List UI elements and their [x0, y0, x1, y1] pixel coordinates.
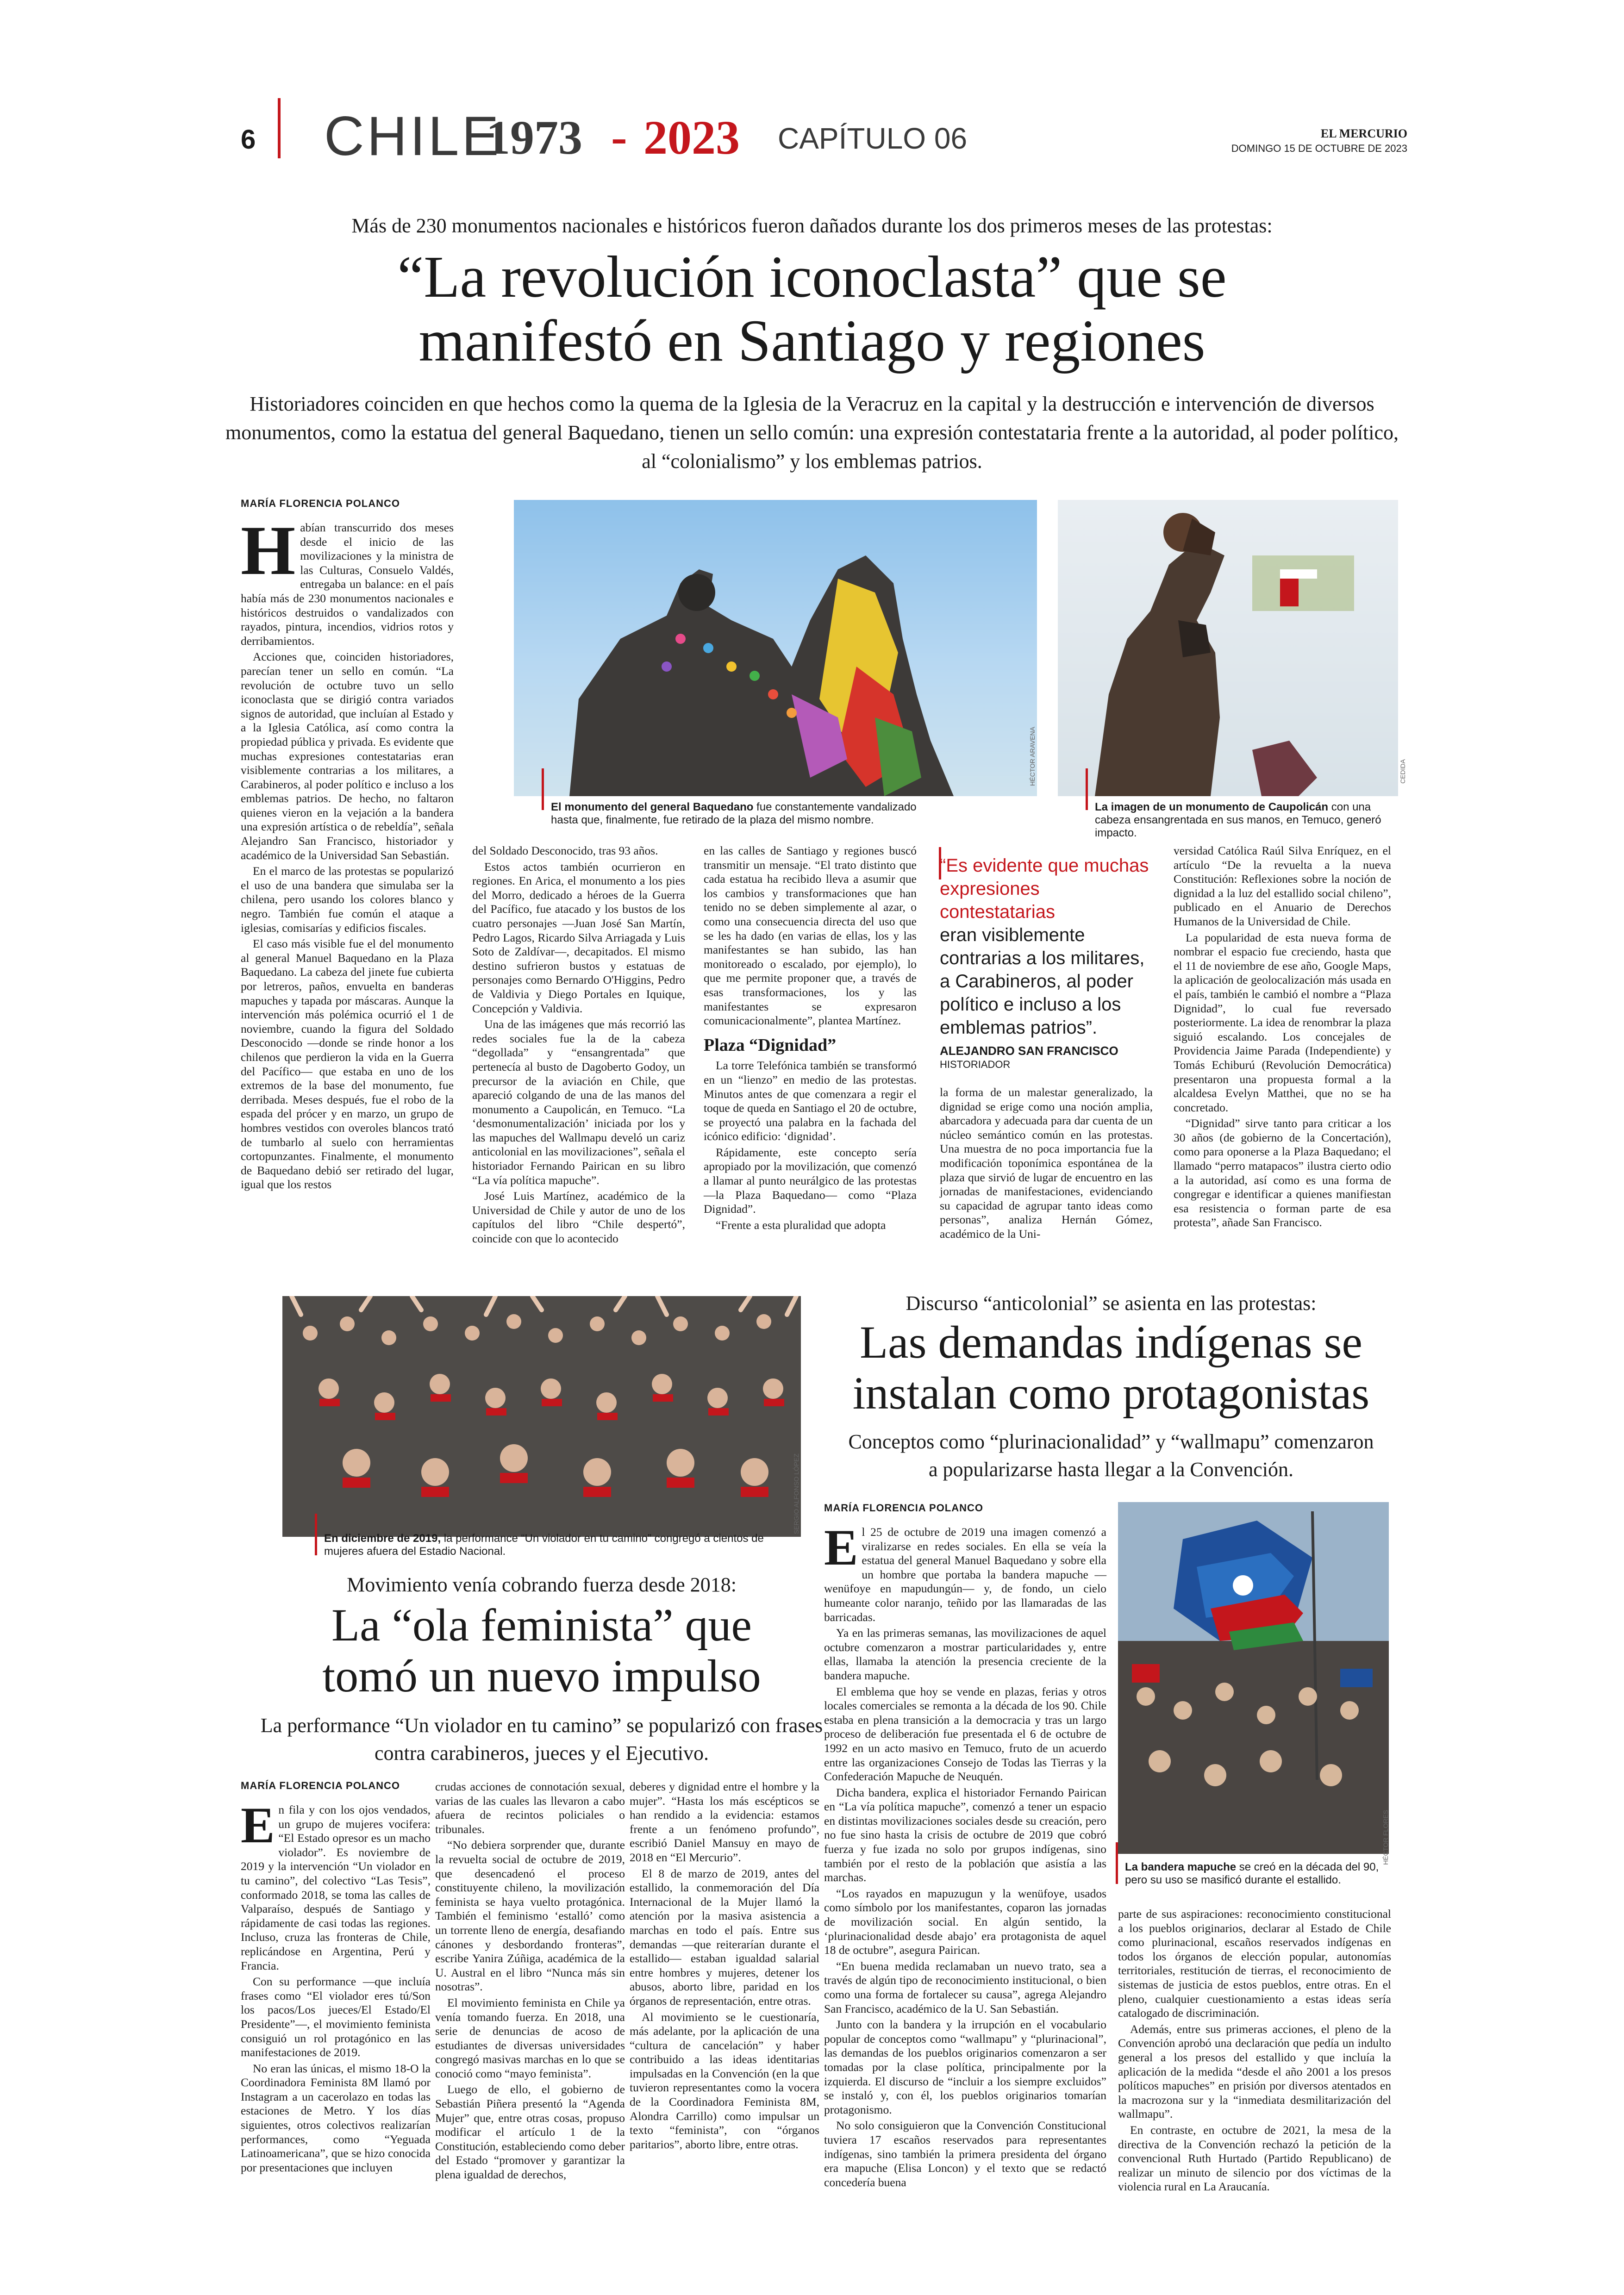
feminism-byline: MARÍA FLORENCIA POLANCO — [241, 1780, 400, 1791]
photo2-credit: CEDIDA — [1399, 759, 1406, 784]
feminism-drop-cap: E — [241, 1797, 275, 1853]
pull-quote-red: “Es evidente que muchas expresiones contestatarias — [940, 855, 1149, 922]
indigenous-headline-line1: Las demandas indígenas se — [860, 1316, 1362, 1368]
page-number: 6 — [241, 125, 256, 155]
indigenous-headline-line2: instalan como protagonistas — [852, 1367, 1370, 1419]
photo1-caption: El monumento del general Baquedano fue constantemente vandalizado hasta que, finalmente, fue retirado de la plaza del mismo nombre. — [551, 801, 917, 826]
indigenous-byline: MARÍA FLORENCIA POLANCO — [824, 1502, 984, 1514]
publication-date: DOMINGO 15 DE OCTUBRE DE 2023 — [1231, 143, 1407, 154]
feminism-crowd-photo — [282, 1296, 801, 1537]
year-end: 2023 — [643, 111, 740, 164]
main-column-4: la forma de un malestar generalizado, la dignidad se erige como una noción amplia, abarcadora y adecuada para dar cuenta de un núcleo semántico común en las protestas. Una muestra de no poca importancia fue la modificación toponímica espontánea de la plaza que sirvió de lugar de encuentro en las jornadas de manifestaciones, evidenciando su capacidad de agrupar tanto ideas como personas”, analiza Hernán Gómez, académico de la Uni- — [940, 1085, 1153, 1241]
drop-cap: H — [241, 511, 296, 589]
mapuche-photo-caption: La bandera mapuche se creó en la década del 90, pero su uso se masificó durante el estallido. — [1125, 1861, 1379, 1886]
section-title: CHILE — [324, 105, 502, 167]
main-column-2: del Soldado Desconocido, tras 93 años. Estos actos también ocurrieron en regiones. En Arica, el monumento a los pies del Morro, dedicado a héroes de la Guerra del Pacífico, fue atacado y los bustos de los cuatro personajes —Juan José San Martín, Pedro Lagos, Ricardo Silva Arriagada y Luis Soto de Zaldívar—, decapitados. El mismo destino sufrieron bustos y estatuas de personajes como Bernardo O'Higgins, Pedro de Valdivia y Diego Portales en Iquique, Concepción y Valdivia. Una de las imágenes que más recorrió las redes sociales fue la de la cabeza “degollada” y “ensangrentada” que pertenecía al busto de Dagoberto Godoy, un precursor de la aviación en Chile, que apareció colgando de una de las manos del monumento a Caupolicán, en Temuco. “La ‘desmonumentalización’ iniciada por los y las mapuches del Wallmapu develó un cariz anticolonial en las movilizaciones”, señala el historiador Fernando Pairican en su libro “La vía política mapuche”. José Luis Martínez, académico de la Universidad de Chile y autor de uno de los capítulos del libro “Chile despertó”, coincide con que lo acontecido — [472, 844, 685, 1246]
photo1-caption-rule — [542, 768, 544, 810]
feminism-photo-caption: En diciembre de 2019, la performance “Un violador en tu camino” congregó a cientos de mujeres afuera del Estadio Nacional. — [324, 1532, 764, 1558]
baquedano-photo — [514, 500, 1037, 796]
main-headline-line1: “La revolución iconoclasta” que se — [397, 244, 1227, 310]
newspaper-name: EL MERCURIO — [1320, 127, 1407, 140]
feminism-caption-rule — [315, 1514, 317, 1555]
pull-quote-author: ALEJANDRO SAN FRANCISCO — [940, 1044, 1118, 1058]
main-column-1: Habían transcurrido dos meses desde el inicio de las movilizaciones y la ministra de las Culturas, Consuelo Valdés, entregaba un balance: en el país había más de 230 monumentos nacionales e históricos destruidos o vandalizados con rayados, pintura, incendios, vidrios rotos y derribamientos. Acciones que, coinciden historiadores, parecían tener un sello en común. “La revolución de octubre tuvo un sello iconoclasta que se dirigió contra variados signos de autoridad, que incluían al Estado y a la Iglesia Católica, así como contra la propiedad pública y privada. Es evidente que muchas expresiones contestatarias eran visiblemente contrarias a los militares, a Carabineros, al poder político e incluso a los emblemas patrios. De hecho, no faltaron quienes vieron en la vejación a la bandera una expresión artística o de rebeldía”, señala Alejandro San Francisco, historiador y académico de la Universidad San Sebastián. En el marco de las protestas se popularizó el uso de una bandera que simulaba ser la chilena, pero usando los colores blanco y negro. También fue común el ataque a iglesias, comisarías y edificios fiscales. El caso más visible fue el del monumento al general Manuel Baquedano en la Plaza Baquedano. La cabeza del jinete fue cubierta por letreros, paños, envuelta en banderas mapuches y tapada por máscaras. Aunque la intervención más polémica ocurrió el 1 de noviembre, cuando la figura del Soldado Desconocido —donde se rinde honor a los chilenos que perdieron la vida en la Guerra del Pacífico— que estaba en uno de los extremos de la base del monumento, fue derribada. Meses después, fue el robo de la espada del prócer y en marzo, un grupo de hombres vestidos con overoles blancos trató de tumbarlo al suelo con herramientas cortopunzantes. Finalmente, el monumento de Baquedano debió ser retirado del lugar, igual que los restos — [241, 511, 454, 1191]
feminism-kicker: Movimiento venía cobrando fuerza desde 2018: — [347, 1573, 737, 1596]
mapuche-flag-illustration — [1118, 1502, 1389, 1854]
main-kicker: Más de 230 monumentos nacionales e históricos fueron dañados durante los dos primeros meses de las protestas: — [351, 214, 1273, 237]
photo2-caption: La imagen de un monumento de Caupolicán con una cabeza ensangrentada en sus manos, en Temuco, generó impacto. — [1095, 801, 1381, 839]
feminism-headline-line2: tomó un nuevo impulso — [322, 1650, 761, 1702]
indigenous-column-2: parte de sus aspiraciones: reconocimiento constitucional a los pueblos originarios, declarar al Estado de Chile como plurinacional, escaños reservados indígenas en todos los órganos de elección popular, autonomías territoriales, restitución de tierras, el reconocimiento de sistemas de justicia de estos pueblos, entre otras. En el pleno, cualquier cuestionamiento a estas ideas sería catalogado de discriminación. Además, entre sus primeras acciones, el pleno de la Convención aprobó una declaración que pedía un indulto general a los presos del estallido y que incluía la aplicación de la medida “desde el año 2001 a los presos políticos mapuches” en prisión por diversos atentados en la macrozona sur y la “inmediata desmilitarización del wallmapu”. En contraste, en octubre de 2021, la mesa de la directiva de la Convención rechazó la petición de la convencional Ruth Hurtado (Partido Republicano) de realizar un minuto de silencio por dos víctimas de la violencia rural en La Araucanía. — [1118, 1907, 1391, 2194]
photo1-credit: HÉCTOR ARAVENA — [1029, 727, 1036, 786]
indigenous-column-1: El 25 de octubre de 2019 una imagen comenzó a viralizarse en redes sociales. En ella se veía la estatua del general Manuel Baquedano y sobre ella un hombre que portaba la bandera mapuche —wenüfoye en mapudungún— y, de fondo, un cielo humeante color naranjo, teñido por las llamaradas de las barricadas. Ya en las primeras semanas, las movilizaciones de aquel octubre comenzaron a mostrar particularidades y, entre ellas, llamaba la atención la presencia creciente de la bandera mapuche. El emblema que hoy se vende en plazas, ferias y otros locales comerciales se remonta a la década de los 90. Chile estaba en plena transición a la democracia y tras un largo proceso de deliberación fue presentada el 6 de octubre de 1992 en un acto masivo en Temuco, fruto de un acuerdo entre las organizaciones Consejo de Todas las Tierras y la Confederación Mapuche de Neuquén. Dicha bandera, explica el historiador Fernando Pairican en “La vía política mapuche”, comenzó a tener un espacio en distintas movilizaciones sociales desde su creación, pero no fue sino hasta la crisis de octubre de 2019 que cobró fuerza y fue izada no solo por grupos indígenas, sino también por el resto de la población que asistía a las marchas. “Los rayados en mapuzugun y la wenüfoye, usados como símbolo por los manifestantes, coparon las jornadas de movilización social. En algún sentido, la ‘plurinacionalidad desde abajo’ era protagonista de aquel 18 de octubre”, asegura Pairican. “En buena medida reclamaban un nuevo trato, sea a través de algún tipo de reconocimiento institucional, o bien como una forma de fortalecer su causa”, agrega Alejandro San Francisco, académico de la U. San Sebastián. Junto con la bandera y la irrupción en el vocabulario popular de conceptos como “wallmapu” y “plurinacional”, las demandas de los pueblos originarios comenzaron a ser tomadas por la clase política, principalmente por la izquierda. El discurso de “incluir a los siempre excluidos” se instaló y, con él, los pueblos originarios tomarían protagonismo. No solo consiguieron que la Convención Constitucional tuviera 17 escaños reservados para representantes indígenas, sino también la primera presidenta del órgano era mapuche (Elisa Loncon) y el texto que se redactó concedería buena — [824, 1519, 1106, 2189]
main-dek: Historiadores coinciden en que hechos como la quema de la Iglesia de la Veracruz en la capital y la destrucción e intervención de diversos monumentos, como la estatua del general Baquedano, tienen un sello común: una expresión contestataria frente a la autoridad, al poder político, al “colonialismo” y los emblemas patrios. — [225, 393, 1399, 473]
feminism-column-1: En fila y con los ojos vendados, un grupo de mujeres vociferа: “El Estado opresor es un macho violador”. Es noviembre de 2019 y la intervención “Un violador en tu camino”, del colectivo “Las Tesis”, conformado 2018, se toma las calles de Valparaíso, después de Santiago y rápidamente de casi todas las regiones. Incluso, cruza las fronteras de Chile, replicándose en Argentina, Perú y Francia. Con su performance —que incluía frases como “El violador eres tú/Son los pacos/Los jueces/El Estado/El Presidente”—, el movimiento feminista consiguió un rol protagónico en las manifestaciones de 2019. No eran las únicas, el mismo 18-O la Coordinadora Feminista 8M llamó por Instagram a un cacerolazo en todas las estaciones de Metro. Y los días siguientes, otros colectivos realizarían performances, como “Yeguada Latinoamericana”, que se hizo conocida por presentaciones que incluyen — [241, 1797, 431, 2174]
feminism-column-2: crudas acciones de connotación sexual, varias de las cuales las llevaron a cabo afuera de recintos policiales o tribunales. “No debiera sorprender que, durante la revuelta social de octubre de 2019, que desencadenó el proceso constituyente chileno, la movilización feminista se haya vuelto protagónica. También el feminismo ‘estalló’ como un torrente lleno de energía, desafiando cánones y desbordando fronteras”, escribe Yanira Zúñiga, académica de la U. Austral en el libro “Nunca más sin nosotras”. El movimiento feminista en Chile ya venía tomando fuerza. En 2018, una serie de denuncias de acoso de estudiantes de diversas universidades congregó masivas marchas en lo que se conoció como “mayo feminista”. Luego de ello, el gobierno de Sebastián Piñera presentó la “Agenda Mujer” que, entre otras cosas, propuso modificar el artículo 1 de la Constitución, estableciendo como deber del Estado “promover y garantizar la plena igualdad de derechos, — [435, 1780, 625, 2182]
main-headline-line2: manifestó en Santiago y regiones — [418, 308, 1206, 374]
indigenous-kicker: Discurso “anticolonial” se asienta en las protestas: — [906, 1292, 1317, 1315]
mapuche-caption-rule — [1116, 1842, 1118, 1884]
pull-quote — [940, 854, 1157, 1039]
crowd-illustration — [282, 1296, 801, 1537]
main-byline: MARÍA FLORENCIA POLANCO — [241, 498, 400, 509]
feminism-photo-credit: SERGIO ALFONSO LÓPEZ — [793, 1453, 800, 1534]
chapter-label: CAPÍTULO 06 — [778, 122, 968, 155]
indigenous-drop-cap: E — [824, 1519, 858, 1576]
caupolican-statue-illustration — [1058, 500, 1398, 796]
photo2-caption-rule — [1086, 768, 1088, 810]
pull-quote-role: HISTORIADOR — [940, 1059, 1011, 1070]
pull-quote-black: eran visiblemente contrarias a los militares, a Carabineros, al poder político e incluso a los emblemas patrios”. — [940, 925, 1145, 1038]
masthead-rule — [278, 98, 281, 158]
year-dash: - — [611, 110, 627, 163]
mapuche-flag-photo — [1118, 1502, 1389, 1854]
feminism-dek: La performance “Un violador en tu camino” se popularizó con frases contra carabineros, jueces y el Ejecutivo. — [260, 1714, 823, 1765]
mapuche-photo-credit: HÉCTOR FLORES — [1382, 1810, 1389, 1865]
indigenous-dek: Conceptos como “plurinacionalidad” y “wallmapu” comenzaron a popularizarse hasta llegar a la Convención. — [848, 1430, 1374, 1481]
feminism-headline-line1: La “ola feminista” que — [331, 1599, 752, 1651]
year-start: 1973 — [486, 111, 582, 164]
subhead-plaza-dignidad: Plaza “Dignidad” — [704, 1035, 837, 1055]
baquedano-statue-illustration — [514, 500, 1037, 796]
main-column-3: en las calles de Santiago y regiones buscó transmitir un mensaje. “El trato distinto que cada estatua ha recibido lleva a asumir que los cambios y transformaciones que han tenido no se deben simplemente al azar, o como una consecuencia directa del uso que se les ha dado (en varias de ellas, los y las manifestantes se han subido, las han monitoreado o escalado, por ejemplo), lo que me permite proponer que, a través de esas transformaciones, los y las manifestantes se expresaron comunicacionalmente”, plantea Martínez. Plaza “Dignidad” La torre Telefónica también se transformó en un “lienzo” en medio de las protestas. Minutos antes de que comenzara a regir el toque de queda en Santiago el 20 de octubre, se proyectó una palabra en la fachada del icónico edificio: ‘dignidad’. Rápidamente, este concepto sería apropiado por la movilización, que comenzó a llamar al punto neurálgico de las protestas —la Plaza Baquedano— como “Plaza Dignidad”. “Frente a esta pluralidad que adopta — [704, 844, 917, 1232]
feminism-column-3: deberes y dignidad entre el hombre y la mujer”. “Hasta los más escépticos se han rendido a la evidencia: estamos frente a un fenómeno profundo”, escribió Daniel Mansuy en mayo de 2018 en “El Mercurio”. El 8 de marzo de 2019, antes del estallido, la conmemoración del Día Internacional de la Mujer llamó la atención por la masiva asistencia a marchas en todo el país. Entre sus demandas —que reiterarían durante el estallido— estaban igualdad salarial entre hombres y mujeres, detener los abusos, aborto libre, paridad en los órganos de representación, entre otras. Al movimiento se le cuestionaría, más adelante, por la aplicación de una “cultura de cancelación” y haber contribuido a las ideas identitarias impulsadas en la Convención (en la que tuvieron representantes como la vocera de la Coordinadora Feminista 8M, Alondra Carrillo) como impulsar un texto “feminista”, con “órganos paritarios”, aborto libre, entre otras. — [630, 1780, 819, 2151]
main-column-5: versidad Católica Raúl Silva Enríquez, en el artículo “De la revuelta a la nueva Constitución: Reflexiones sobre la noción de dignidad a la luz del estallido social chileno”, publicado en el Anuario de Derechos Humanos de la Universidad de Chile. La popularidad de esta nueva forma de nombrar el espacio fue creciendo, hasta que el 11 de noviembre de ese año, Google Maps, la aplicación de geolocalización más usada en el país, también le cambió el nombre a “Plaza Dignidad”, lo cual fue reversado posteriormente. La idea de renombrar la plaza siguió escalando. Los concejales de Providencia Jaime Parada (Independiente) y Tomás Echiburú (Revolución Democrática) presentaron una propuesta formal a la alcaldesa Evelyn Matthei, que no se ha concretado. “Dignidad” sirve tanto para criticar a los 30 años (de gobierno de la Concertación), como para oponerse a la Plaza Baquedano; el llamado “perro matapacos” ilustra cierto odio a la autoridad, así como es una forma de congregar e identificar a quienes manifiestan esa resistencia o forman parte de esa protesta”, añade San Francisco. — [1174, 844, 1391, 1229]
caupolican-photo — [1058, 500, 1398, 796]
